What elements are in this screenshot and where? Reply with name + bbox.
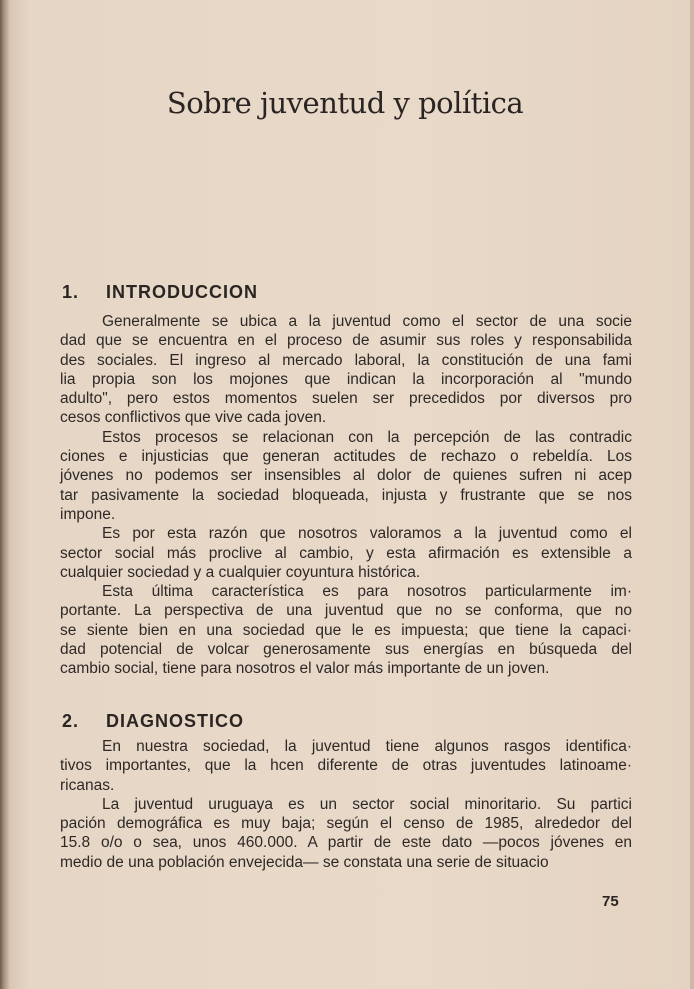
text-line: jóvenes no podemos ser insensibles al dolor de quienes sufren ni acep: [60, 467, 632, 485]
text-line: medio de una población envejecida— se constata una serie de situacio: [60, 853, 549, 871]
text-line: La juventud uruguaya es un sector social minoritario. Su partici: [102, 795, 632, 813]
text-line: impone.: [60, 505, 116, 523]
text-line: se siente bien en una sociedad que le es impuesta; que tiene la capaci·: [60, 621, 632, 639]
text-line: lia propia son los mojones que indican la incorporación al "mundo: [60, 370, 632, 388]
text-line: ciones e injusticias que generan actitudes de rechazo o rebeldía. Los: [60, 448, 632, 466]
text-line: Esta última característica es para nosotros particularmente im·: [102, 583, 632, 601]
section-title: INTRODUCCION: [106, 282, 258, 302]
text-line: cualquier sociedad y a cualquier coyuntura histórica.: [60, 563, 421, 581]
text-line: adulto", pero estos momentos suelen ser precedidos por diversos pro: [60, 390, 632, 408]
section-heading-introduccion: [62, 282, 258, 303]
chapter-title: Sobre juventud y política: [166, 86, 524, 120]
section-number: 1.: [62, 282, 80, 302]
text-line: pación demográfica es muy baja; según el censo de 1985, alrededor del: [60, 815, 632, 833]
text-line: tivos importantes, que la hcen diferente de otras juventudes latinoame·: [60, 757, 632, 775]
section-heading-diagnostico: [62, 711, 244, 732]
page-number: 75: [602, 893, 619, 910]
section-number: 2.: [62, 711, 80, 731]
page-edge: [690, 0, 694, 989]
text-line: En nuestra sociedad, la juventud tiene algunos rasgos identifica·: [102, 738, 632, 755]
text-line: Generalmente se ubica a la juventud como el sector de una socie: [102, 313, 632, 330]
text-line: 15.8 o/o o sea, unos 460.000. A partir de este dato —pocos jóvenes en: [60, 834, 632, 852]
section-title: DIAGNOSTICO: [106, 711, 245, 731]
text-line: dad potencial de volcar generosamente sus energías en búsqueda del: [60, 641, 632, 659]
text-line: Estos procesos se relacionan con la percepción de las contradic: [102, 428, 632, 446]
text-line: des sociales. El ingreso al mercado laboral, la constitución de una fami: [60, 351, 632, 369]
text-line: cambio social, tiene para nosotros el valor más importante de un joven.: [60, 660, 550, 678]
section-1-body: [60, 312, 632, 679]
text-line: dad que se encuentra en el proceso de asumir sus roles y responsabilida: [60, 332, 632, 350]
text-line: portante. La perspectiva de una juventud que no se conforma, que no: [60, 602, 632, 620]
text-line: ricanas.: [60, 776, 115, 794]
text-line: cesos conflictivos que vive cada joven.: [60, 409, 327, 427]
text-line: tar pasivamente la sociedad bloqueada, injusta y frustrante que se nos: [60, 486, 632, 504]
text-line: sector social más proclive al cambio, y esta afirmación es extensible a: [60, 544, 632, 562]
section-2-body: [60, 737, 632, 872]
text-line: Es por esta razón que nosotros valoramos a la juventud como el: [102, 525, 632, 543]
